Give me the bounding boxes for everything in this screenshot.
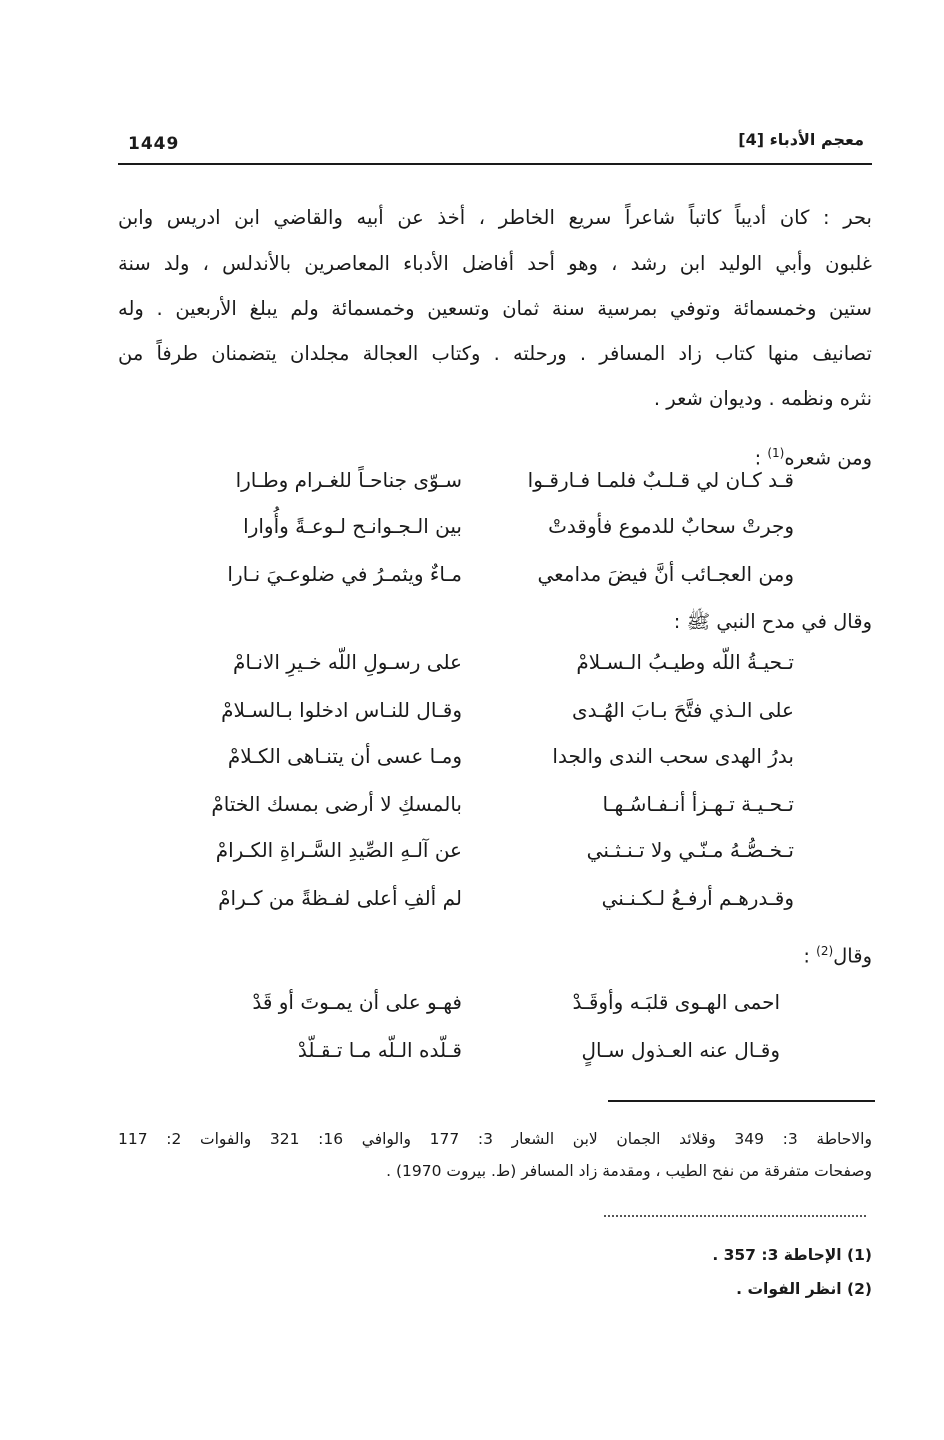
- verse-row: [118, 650, 872, 690]
- verse-second-hemistich: عن آلـهِ الصِّيدِ السَّـراةِ الكـرامْ: [215, 838, 462, 862]
- verse-second-hemistich: قـلّده الـلّه مـا تـقـلّدْ: [297, 1038, 462, 1062]
- verse-first-hemistich: وجرتْ سحابٌ للدموع فأوقدتْ: [548, 514, 794, 538]
- verse-second-hemistich: ومـا عسى أن يتنـاهى الكـلامْ: [227, 744, 462, 768]
- footnote-1: (1) الإحاطة 3: 357 .: [712, 1246, 872, 1264]
- verse-second-hemistich: على رسـولِ اللّه خـيرِ الانـامْ: [233, 650, 462, 674]
- verse-first-hemistich: بدرُ الهدى سحب الندى والجدا: [552, 744, 794, 768]
- poem2-intro: وقال في مدح النبي ﷺ :: [673, 610, 872, 633]
- footnotes-separator: [604, 1215, 866, 1217]
- running-head: معجم الأدباء [4]: [738, 130, 864, 149]
- verse-first-hemistich: تـخـصُّـهُ مـنّـي ولا تـنـثـني: [586, 838, 794, 862]
- paragraph-line: نثره ونظمه . وديوان شعر .: [653, 387, 872, 410]
- verse-second-hemistich: بالمسكِ لا أرضى بمسك الختامْ: [211, 792, 462, 816]
- verse-first-hemistich: احمى الهـوى قلبَـه وأوقَـدْ: [572, 990, 780, 1014]
- poem1-intro: ومن شعره$^{(1)}$ :: [754, 446, 872, 470]
- notes-rule: [608, 1100, 875, 1102]
- header-rule: [118, 163, 872, 165]
- verse-first-hemistich: وقـدرهـم أرفـعُ لـكـنـني: [601, 886, 794, 910]
- verse-second-hemistich: مـاءٌ ويثمـرُ في ضلوعـيَ نـارا: [227, 562, 462, 586]
- paragraph-line: غلبون وأبي الوليد ابن رشد ، وهو أحد أفاضل الأدباء المعاصرين بالأندلس ، ولد سنة: [118, 252, 872, 275]
- sources-line: والاحاطة 3: 349 وقلائد الجمان لابن الشعار 3: 177 والوافي 16: 321 والفوات 2: 117: [118, 1130, 872, 1148]
- verse-second-hemistich: بين الـجـوانـح لـوعـةً وأُوارا: [243, 514, 462, 538]
- verse-second-hemistich: لم ألفِ أعلى لفـظةً من كـرامْ: [218, 886, 462, 910]
- verse-row: [118, 744, 872, 784]
- verse-row: [118, 792, 872, 832]
- verse-second-hemistich: سـوّى جناحـاً للغـرام وطـارا: [235, 468, 462, 492]
- verse-first-hemistich: وقـال عنه العـذول سـالٍ: [581, 1038, 780, 1062]
- verse-second-hemistich: وقـال للنـاس ادخلوا بـالسـلامْ: [221, 698, 462, 722]
- sources-line: وصفحات متفرقة من نفح الطيب ، ومقدمة زاد المسافر (ط. بيروت 1970) .: [386, 1162, 872, 1180]
- verse-second-hemistich: فهـو على أن يمـوتَ أو قَدْ: [252, 990, 462, 1014]
- verse-row: [118, 990, 872, 1030]
- verse-row: [118, 562, 872, 602]
- paragraph-line: ستين وخمسمائة وتوفي بمرسية سنة ثمان وتسعين وخمسمائة ولم يبلغ الأربعين . وله: [118, 297, 872, 320]
- paragraph-line: بحر : كان أديباً كاتباً شاعراً سريع الخاطر ، أخذ عن أبيه والقاضي ابن ادريس وابن: [118, 206, 872, 229]
- poem3-intro: وقال$^{(2)}$ :: [803, 944, 872, 968]
- verse-first-hemistich: على الـذي فتَّحَ بـابَ الهُـدى: [571, 698, 794, 722]
- verse-row: [118, 514, 872, 554]
- footnote-ref: (1): [767, 446, 785, 460]
- verse-first-hemistich: قـد كـان لي قـلـبٌ فلمـا فـارقـوا: [527, 468, 794, 492]
- footnote-ref: (2): [816, 944, 834, 958]
- page-number: 1449: [128, 134, 180, 154]
- verse-first-hemistich: ومن العجـائب أنَّ فيضَ مدامعي: [537, 562, 794, 586]
- verse-row: [118, 838, 872, 878]
- verse-row: [118, 698, 872, 738]
- verse-first-hemistich: تـحيـةُ اللّه وطيـبُ الـسـلامْ: [576, 650, 794, 674]
- verse-row: [118, 468, 872, 508]
- paragraph-line: تصانيف منها كتاب زاد المسافر . ورحلته . وكتاب العجالة مجلدان يتضمنان طرفاً من: [118, 342, 872, 365]
- verse-row: [118, 1038, 872, 1078]
- footnote-2: (2) انظر الفوات .: [736, 1280, 872, 1298]
- verse-first-hemistich: تـحـيـة تـهـزأ أنـفـاسُـهـا: [602, 792, 794, 816]
- verse-row: [118, 886, 872, 926]
